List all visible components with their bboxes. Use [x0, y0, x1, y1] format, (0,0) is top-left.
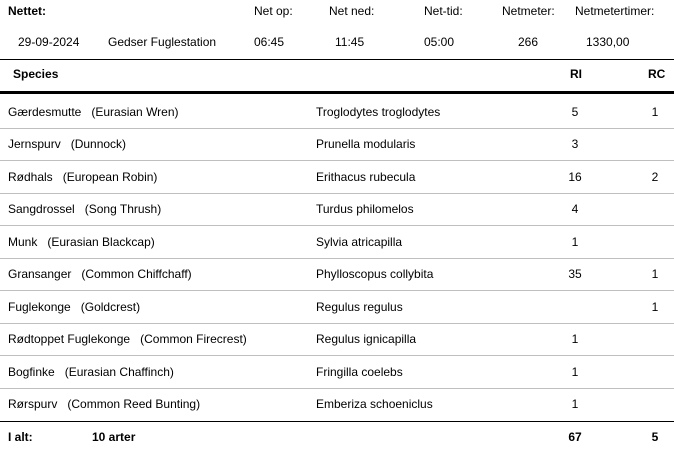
species-name: Jernspurv (Dunnock): [8, 137, 127, 151]
header-divider: [0, 59, 674, 60]
scientific-name: Regulus regulus: [316, 300, 403, 314]
species-column-header: Species: [13, 67, 59, 81]
ri-value: 1: [571, 235, 579, 249]
row-divider: [0, 160, 674, 161]
ri-value: 16: [568, 170, 582, 184]
row-divider: [0, 225, 674, 226]
table-row: [0, 227, 674, 259]
scientific-name: Prunella modularis: [316, 137, 416, 151]
table-row: [0, 129, 674, 161]
table-row: [0, 194, 674, 226]
rc-column-header: RC: [648, 67, 666, 81]
totals-label: I alt:: [8, 430, 33, 444]
species-name: Fuglekonge (Goldcrest): [8, 300, 141, 314]
species-name: Sangdrossel (Song Thrush): [8, 202, 162, 216]
net-tid-label: Net-tid:: [424, 4, 463, 18]
species-name: Munk (Eurasian Blackcap): [8, 235, 155, 249]
table-row: [0, 389, 674, 421]
rc-value: 1: [651, 105, 659, 119]
ri-value: 1: [571, 332, 579, 346]
ri-total: 67: [568, 430, 582, 444]
scientific-name: Regulus ignicapilla: [316, 332, 417, 346]
ri-column-header: RI: [570, 67, 582, 81]
ri-value: 1: [571, 365, 579, 379]
rc-value: 2: [651, 170, 659, 184]
scientific-name: Phylloscopus collybita: [316, 267, 434, 281]
table-row: [0, 292, 674, 324]
species-name: Bogfinke (Eurasian Chaffinch): [8, 365, 174, 379]
totals-divider: [0, 421, 674, 422]
ri-value: 5: [571, 105, 579, 119]
rc-value: 1: [651, 267, 659, 281]
table-row: [0, 162, 674, 194]
net-op-label: Net op:: [254, 4, 293, 18]
scientific-name: Sylvia atricapilla: [316, 235, 403, 249]
scientific-name: Troglodytes troglodytes: [316, 105, 441, 119]
table-row: [0, 259, 674, 291]
scientific-name: Erithacus rubecula: [316, 170, 416, 184]
table-row: [0, 324, 674, 356]
table-row: [0, 97, 674, 129]
species-name: Rørspurv (Common Reed Bunting): [8, 397, 201, 411]
rc-value: 1: [651, 300, 659, 314]
net-op-value: 06:45: [254, 35, 285, 49]
ri-value: 1: [571, 397, 579, 411]
net-ned-label: Net ned:: [329, 4, 375, 18]
species-name: Rødhals (European Robin): [8, 170, 158, 184]
station-value: Gedser Fuglestation: [108, 35, 217, 49]
net-tid-value: 05:00: [424, 35, 455, 49]
species-name: Gransanger (Common Chiffchaff): [8, 267, 192, 281]
column-header-divider: [0, 91, 674, 94]
netmeter-value: 266: [518, 35, 539, 49]
species-count: 10 arter: [92, 430, 136, 444]
netmeter-label: Netmeter:: [502, 4, 555, 18]
date-value: 29-09-2024: [18, 35, 80, 49]
netmetertimer-label: Netmetertimer:: [575, 4, 655, 18]
row-divider: [0, 290, 674, 291]
species-name: Rødtoppet Fuglekonge (Common Firecrest): [8, 332, 247, 346]
netmetertimer-value: 1330,00: [586, 35, 630, 49]
ri-value: 3: [571, 137, 579, 151]
net-label: Nettet:: [8, 4, 46, 18]
scientific-name: Emberiza schoeniclus: [316, 397, 433, 411]
ri-value: 4: [571, 202, 579, 216]
table-row: [0, 357, 674, 389]
scientific-name: Turdus philomelos: [316, 202, 414, 216]
net-ned-value: 11:45: [335, 35, 365, 49]
row-divider: [0, 355, 674, 356]
rc-total: 5: [651, 430, 659, 444]
ri-value: 35: [568, 267, 582, 281]
scientific-name: Fringilla coelebs: [316, 365, 403, 379]
species-name: Gærdesmutte (Eurasian Wren): [8, 105, 179, 119]
